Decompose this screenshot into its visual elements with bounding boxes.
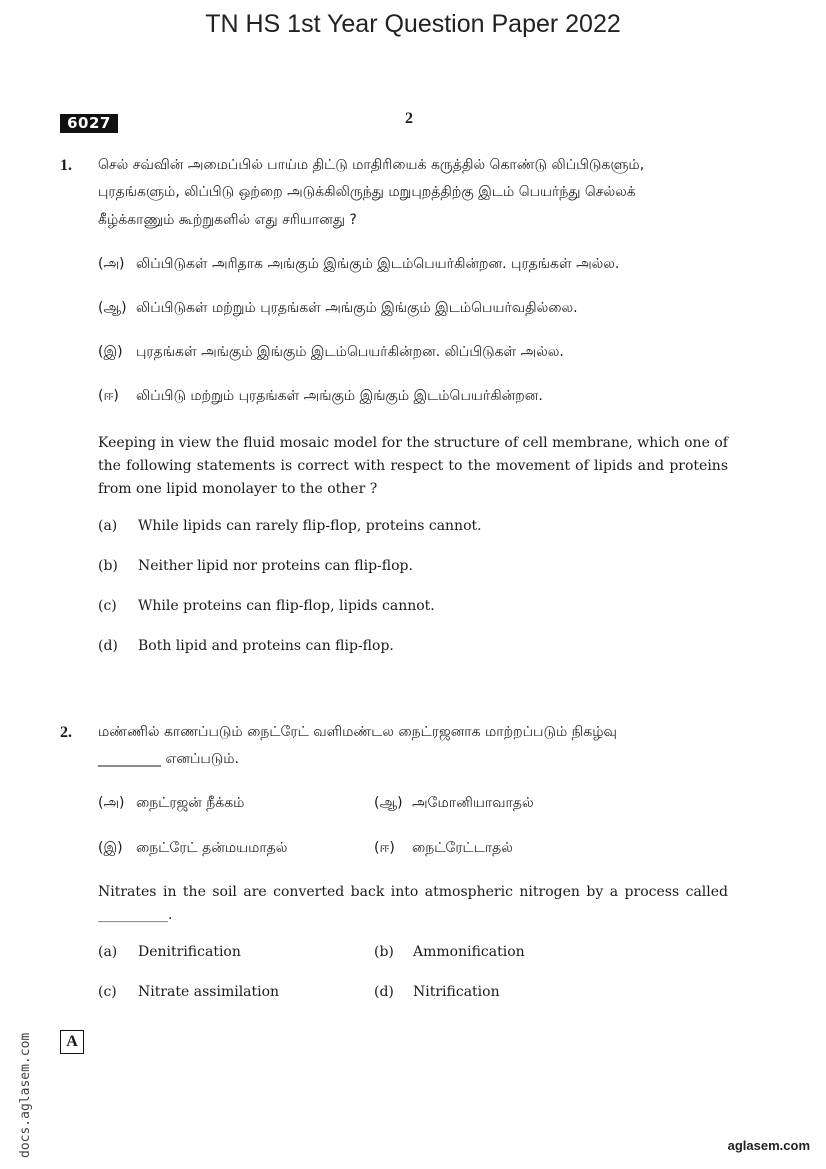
option-text: Both lipid and proteins can flip-flop. [138,638,394,654]
tamil-option-text: லிப்பிடுகள் அரிதாக அங்கும் இங்கும் இடம்பெயர்கின்றன. புரதங்கள் அல்ல. [136,256,620,272]
option-text: Neither lipid nor proteins can flip-flop. [138,558,413,574]
tamil-option-label: (ஈ) [374,840,395,856]
question-number: 1. [60,157,72,174]
tamil-option-text: புரதங்கள் அங்கும் இங்கும் இடம்பெயர்கின்றன. லிப்பிடுகள் அல்ல. [136,344,564,360]
tamil-stem-line: செல் சவ்வின் அமைப்பில் பாய்ம திட்டு மாதிரியைக் கருத்தில் கொண்டு லிப்பிடுகளும், [98,157,645,173]
tamil-option-label: (ஈ) [98,388,119,404]
page-title: TN HS 1st Year Question Paper 2022 [205,10,621,38]
question-number: 2. [60,724,72,741]
tamil-option-text: அமோனியாவாதல் [412,795,534,811]
footer-site-link[interactable]: aglasem.com [727,1138,810,1153]
english-question-stem: Keeping in view the fluid mosaic model for the structure of cell membrane, which one of the following statements is correct with respect to the movement of lipids and proteins from one lipid monolayer to the other ? [98,435,728,497]
tamil-option-text: நைட்ரேட் தன்மயமாதல் [136,840,288,856]
tamil-option-label: (அ) [98,256,125,272]
page-number: 2 [405,110,413,127]
option-label: (d) [98,638,118,654]
tamil-option-label: (ஆ) [98,300,127,316]
section-marker-box: A [60,1030,84,1054]
option-text: While proteins can flip-flop, lipids cannot. [138,598,435,614]
tamil-option-text: நைட்ரேட்டாதல் [412,840,513,856]
tamil-option-text: லிப்பிடுகள் மற்றும் புரதங்கள் அங்கும் இங்கும் இடம்பெயர்வதில்லை. [136,300,578,316]
option-text: While lipids can rarely flip-flop, proteins cannot. [138,518,482,534]
english-question-stem: Nitrates in the soil are converted back into atmospheric nitrogen by a process called __________. [98,884,728,923]
paper-code-badge: 6027 [60,114,118,133]
watermark-text: docs.aglasem.com [18,1032,33,1158]
tamil-stem-line: கீழ்க்காணும் கூற்றுகளில் எது சரியானது ? [98,212,357,228]
tamil-stem-line: _________ எனப்படும். [98,751,239,767]
tamil-stem-line: புரதங்களும், லிப்பிடு ஒற்றை அடுக்கிலிருந்து மறுபுறத்திற்கு இடம் பெயர்ந்து செல்லக் [98,184,636,200]
option-label: (c) [98,598,117,614]
option-text: Denitrification [138,944,241,960]
option-label: (d) [374,984,394,1000]
option-text: Nitrate assimilation [138,984,280,1000]
tamil-option-text: லிப்பிடு மற்றும் புரதங்கள் அங்கும் இங்கும் இடம்பெயர்கின்றன. [136,388,543,404]
option-label: (b) [98,558,118,574]
tamil-option-label: (ஆ) [374,795,403,811]
tamil-stem-line: மண்ணில் காணப்படும் நைட்ரேட் வளிமண்டல நைட்ரஜனாக மாற்றப்படும் நிகழ்வு [98,724,617,740]
option-label: (a) [98,944,118,960]
option-text: Nitrification [413,984,500,1000]
option-label: (a) [98,518,118,534]
tamil-option-text: நைட்ரஜன் நீக்கம் [136,795,245,811]
option-label: (b) [374,944,394,960]
tamil-option-label: (இ) [98,840,123,856]
tamil-option-label: (இ) [98,344,123,360]
option-label: (c) [98,984,117,1000]
tamil-option-label: (அ) [98,795,125,811]
option-text: Ammonification [413,944,525,960]
